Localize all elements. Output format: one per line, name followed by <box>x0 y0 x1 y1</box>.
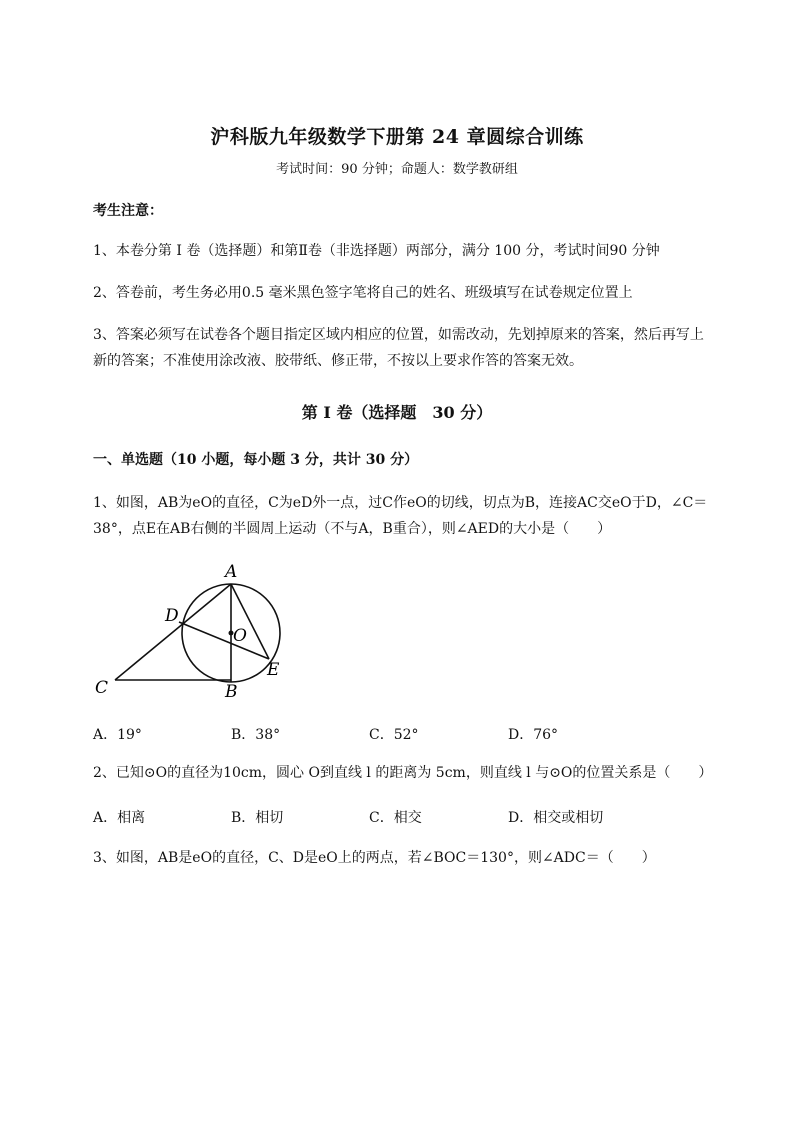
label-e: E <box>267 660 280 680</box>
question-2-text: 2、已知⊙O的直径为10cm，圆心 O到直线 l 的距离为 5cm，则直线 l 与⊙O的位置关系是（ ） <box>93 765 713 781</box>
notice-item: 3、答案必须写在试卷各个题目指定区域内相应的位置，如需改动，先划掉原来的答案，然后再写上新的答案；不准使用涂改液、胶带纸、修正带，不按以上要求作答的答案无效。 <box>93 327 704 369</box>
label-d: D <box>165 606 179 626</box>
option-d[interactable]: D．76° <box>508 727 559 743</box>
question-1-figure <box>90 555 300 705</box>
page-title: 沪科版九年级数学下册第 24 章圆综合训练 <box>210 126 584 148</box>
notice-heading: 考生注意： <box>93 203 163 219</box>
option-c[interactable]: C．52° <box>369 727 419 743</box>
option-a[interactable]: A．19° <box>93 727 142 743</box>
chord-de <box>179 622 269 659</box>
part-heading: 一、单选题（10 小题，每小题 3 分，共计 30 分） <box>93 452 419 468</box>
option-a[interactable]: A．相离 <box>93 810 146 826</box>
label-o: O <box>233 626 247 646</box>
question-3-text: 3、如图，AB是eO的直径，C、D是eO上的两点，若∠BOC＝130°，则∠ADC＝（ ） <box>93 850 656 866</box>
secant-ca <box>115 584 231 680</box>
option-b[interactable]: B．相切 <box>231 810 284 826</box>
option-c[interactable]: C．相交 <box>369 810 422 826</box>
exam-info: 考试时间：90 分钟；命题人：数学教研组 <box>276 162 518 177</box>
label-a: A <box>225 562 238 582</box>
label-c: C <box>95 678 109 698</box>
notice-item: 2、答卷前，考生务必用0.5 毫米黑色签字笔将自己的姓名、班级填写在试卷规定位置上 <box>93 285 633 301</box>
option-b[interactable]: B．38° <box>231 727 281 743</box>
section-title: 第 I 卷（选择题 30 分） <box>301 403 493 422</box>
label-b: B <box>225 682 238 702</box>
notice-item: 1、本卷分第 I 卷（选择题）和第Ⅱ卷（非选择题）两部分，满分 100 分，考试时间90 分钟 <box>93 243 660 259</box>
option-d[interactable]: D．相交或相切 <box>508 810 604 826</box>
question-1-text: 1、如图，AB为eO的直径，C为eD外一点，过C作eO的切线，切点为B，连接AC交eO于D，∠C＝38°，点E在AB右侧的半圆周上运动（不与A，B重合），则∠AED的大小是（ ） <box>93 495 708 537</box>
